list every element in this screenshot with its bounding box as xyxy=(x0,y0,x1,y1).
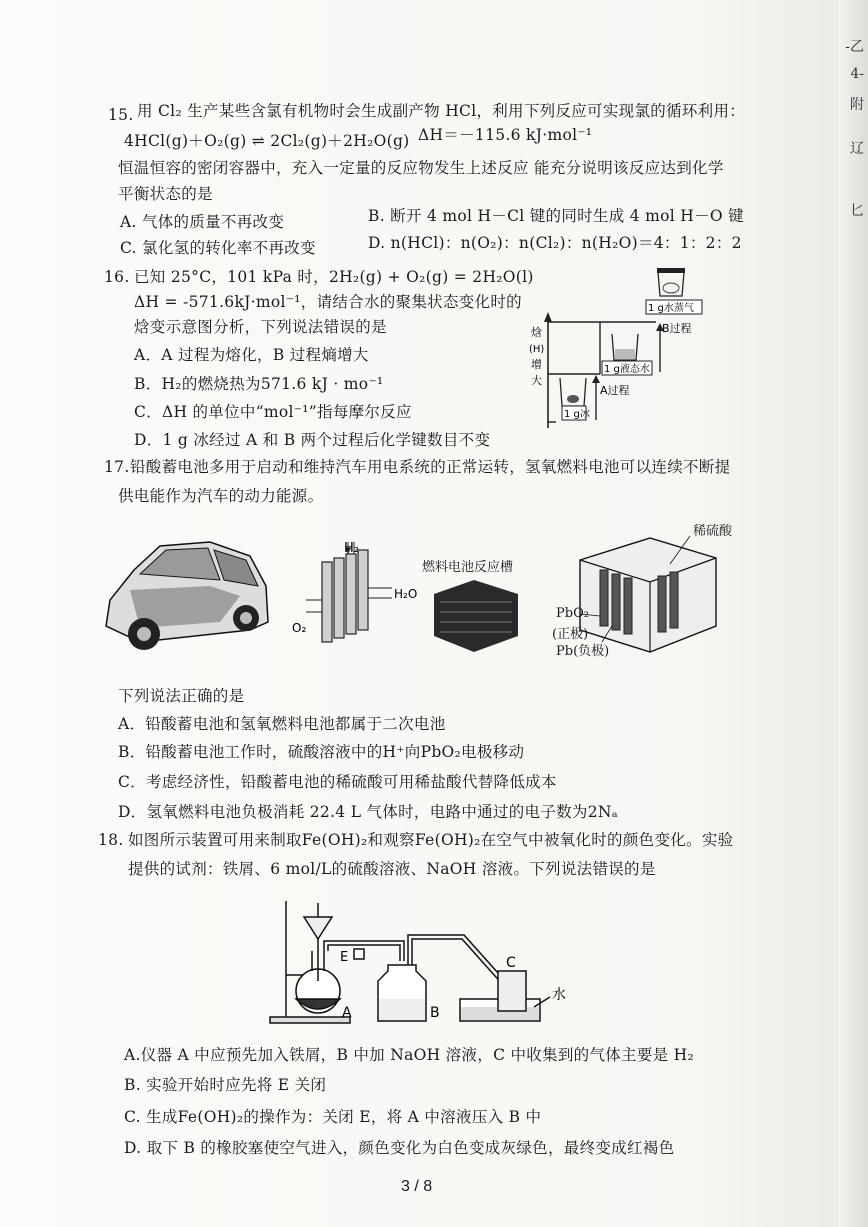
question-number: 16. xyxy=(104,268,130,286)
option-a[interactable]: A. 气体的质量不再改变 xyxy=(120,213,285,231)
o2-label: O₂ xyxy=(292,621,307,635)
option-c[interactable]: C．ΔH 的单位中“mol⁻¹”指每摩尔反应 xyxy=(134,403,412,421)
question-stem: 铅酸蓄电池多用于启动和维持汽车用电系统的正常运转，氢氧燃料电池可以连续不断提 xyxy=(130,458,731,476)
reaction-equation: 4HCl(g)＋O₂(g) ⇌ 2Cl₂(g)＋2H₂O(g) xyxy=(124,132,410,150)
vapor-beaker-icon xyxy=(657,268,685,296)
y-axis-label: 增 xyxy=(531,358,542,371)
option-a[interactable]: A．A 过程为熔化，B 过程熵增大 xyxy=(134,346,369,364)
question-stem-line: 焓变示意图分析，下列说法错误的是 xyxy=(134,318,387,336)
option-c[interactable]: C．考虑经济性，铅酸蓄电池的稀硫酸可用稀盐酸代替降低成本 xyxy=(118,773,557,791)
option-a[interactable]: A．铅酸蓄电池和氢氧燃料电池都属于二次电池 xyxy=(118,715,446,733)
liquid-beaker-icon xyxy=(612,334,638,360)
option-d[interactable]: D. 取下 B 的橡胶塞使空气进入，颜色变化为白色变成灰绿色，最终变成红褐色 xyxy=(124,1139,675,1157)
pbo2-label: PbO₂ xyxy=(556,606,589,621)
process-a-label: A过程 xyxy=(600,384,630,397)
option-d[interactable]: D．1 g 冰经过 A 和 B 两个过程后化学键数目不变 xyxy=(134,431,491,449)
reactor-label: 燃料电池反应槽 xyxy=(422,560,514,575)
enthalpy-diagram xyxy=(526,262,706,430)
y-axis-label: 大 xyxy=(531,374,542,387)
option-d[interactable]: D．氢氧燃料电池负极消耗 22.4 L 气体时，电路中通过的电子数为2Nₐ xyxy=(118,803,619,821)
y-axis-arrow-icon xyxy=(544,312,552,322)
vapor-label: 1 g水蒸气 xyxy=(648,303,694,314)
edge-mark: -乙 xyxy=(845,39,864,55)
edge-mark: 辽 xyxy=(850,141,864,157)
ice-beaker-icon xyxy=(560,378,586,406)
label-e: E xyxy=(340,950,349,965)
liquid-label: 1 g液态水 xyxy=(604,364,650,375)
option-c[interactable]: C. 生成Fe(OH)₂的操作为：关闭 E，将 A 中溶液压入 B 中 xyxy=(124,1108,542,1126)
edge-mark: 附 xyxy=(850,97,864,113)
question-number: 18. xyxy=(98,831,124,849)
h2-label: H₂ xyxy=(344,541,359,556)
ice-label: 1 g冰 xyxy=(564,409,590,420)
question-stem-line: 提供的试剂：铁屑、6 mol/L的硫酸溶液、NaOH 溶液。下列说法错误的是 xyxy=(128,860,656,878)
fuel-cell-stack xyxy=(288,540,418,650)
option-d[interactable]: D. n(HCl)：n(O₂)：n(Cl₂)：n(H₂O)＝4：1：2：2 xyxy=(368,234,742,252)
edge-mark: 4- xyxy=(850,66,864,82)
reactor-image xyxy=(428,576,524,656)
adjacent-page-edge xyxy=(838,0,868,1227)
label-water: 水 xyxy=(552,987,566,1003)
option-b[interactable]: B. 实验开始时应先将 E 关闭 xyxy=(124,1076,327,1094)
label-b: B xyxy=(430,1005,440,1021)
question-stem: 如图所示装置可用来制取Fe(OH)₂和观察Fe(OH)₂在空气中被氧化时的颜色变化。实验 xyxy=(128,831,734,849)
arrow-up-icon xyxy=(592,375,600,383)
label-c: C xyxy=(506,955,516,971)
label-a: A xyxy=(342,1005,352,1021)
acid-label: 稀硫酸 xyxy=(693,524,733,539)
question-number: 15. xyxy=(108,106,134,124)
question-prompt: 下列说法正确的是 xyxy=(118,687,245,705)
question-stem-line: 恒温恒容的密闭容器中，充入一定量的反应物发生上述反应 能充分说明该反应达到化学 xyxy=(118,159,724,177)
option-a[interactable]: A.仪器 A 中应预先加入铁屑，B 中加 NaOH 溶液，C 中收集到的气体主要是 H₂ xyxy=(124,1046,695,1064)
question-stem-line: 平衡状态的是 xyxy=(118,185,213,203)
process-b-label: B过程 xyxy=(662,322,692,335)
option-b[interactable]: B．铅酸蓄电池工作时，硫酸溶液中的H⁺向PbO₂电极移动 xyxy=(118,743,525,761)
question-stem-line: 供电能作为汽车的动力能源。 xyxy=(118,487,324,505)
option-b[interactable]: B．H₂的燃烧热为571.6 kJ · mo⁻¹ xyxy=(134,375,384,393)
h2o-label: H₂O xyxy=(394,587,418,601)
apparatus-diagram xyxy=(266,895,586,1029)
y-axis-label: (H) xyxy=(529,344,545,355)
question-stem: 已知 25°C，101 kPa 时，2H₂(g) + O₂(g) = 2H₂O(l) xyxy=(134,268,534,286)
option-c[interactable]: C. 氯化氢的转化率不再改变 xyxy=(120,239,316,257)
car-illustration xyxy=(100,530,272,660)
negative-label: Pb(负极) xyxy=(556,644,610,659)
positive-label: (正极) xyxy=(552,627,589,642)
question-number: 17. xyxy=(104,458,130,476)
question-stem-line: ΔH = -571.6kJ·mol⁻¹，请结合水的聚集状态变化时的 xyxy=(134,293,522,311)
edge-mark: 匕 xyxy=(850,203,864,219)
y-axis-label: 焓 xyxy=(531,326,542,339)
reaction-enthalpy: ΔH＝－115.6 kJ·mol⁻¹ xyxy=(418,126,593,144)
option-b[interactable]: B. 断开 4 mol H－Cl 键的同时生成 4 mol H－O 键 xyxy=(368,207,744,225)
question-stem: 用 Cl₂ 生产某些含氯有机物时会生成副产物 HCl，利用下列反应可实现氯的循环利用： xyxy=(137,102,746,120)
page-number: 3 / 8 xyxy=(401,1178,433,1195)
